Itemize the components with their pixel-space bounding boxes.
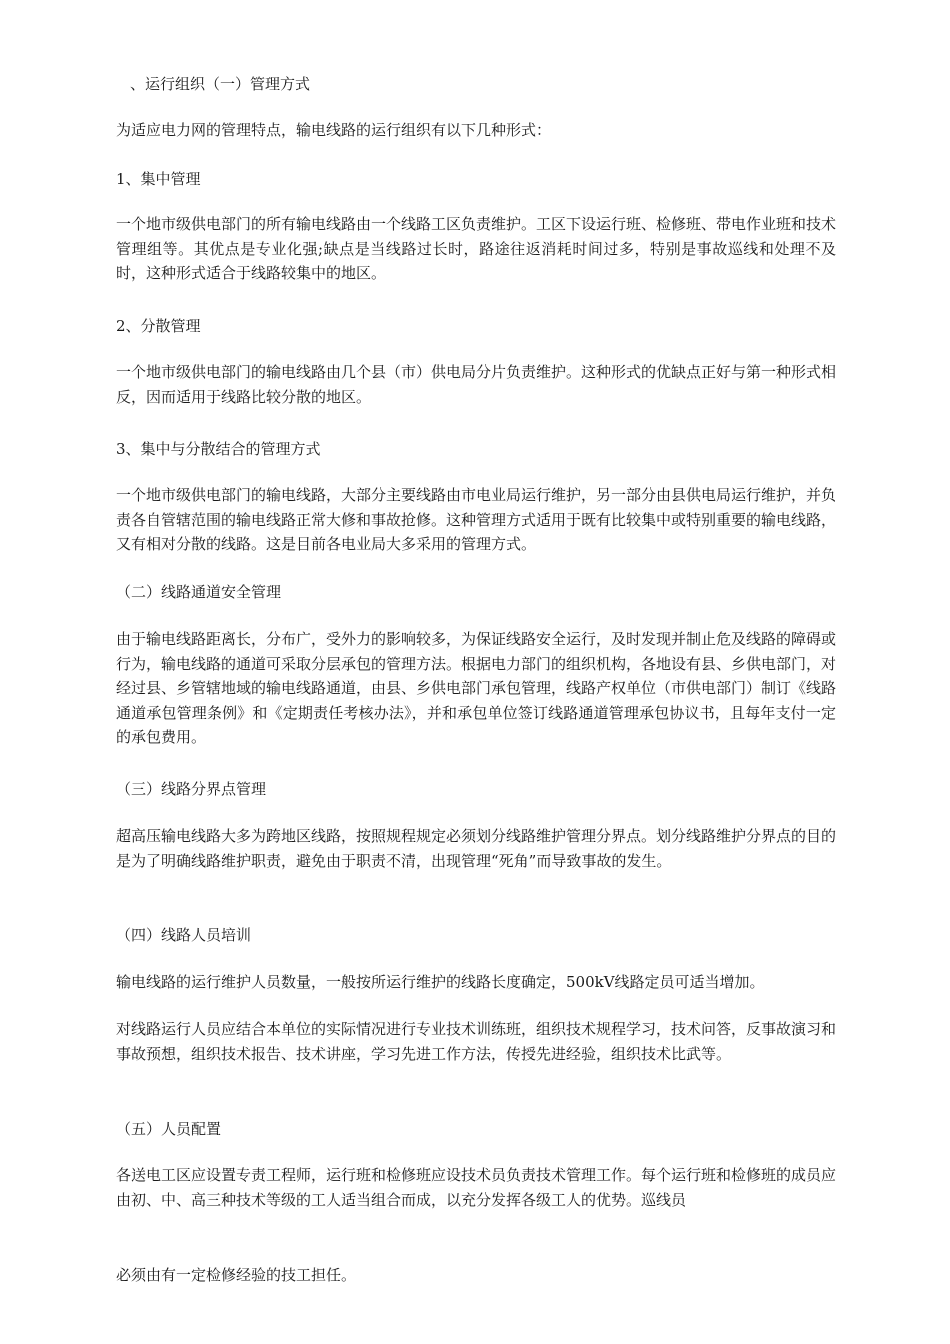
heading-decentralized: 2、分散管理 <box>116 317 201 335</box>
paragraph-corridor-safety: 由于输电线路距离长，分布广，受外力的影响较多，为保证线路安全运行，及时发现并制止危及线路的障碍或行为，输电线路的通道可采取分层承包的管理方法。根据电力部门的组织机构，各地设有县、乡供电部门，对经过县、乡管辖地域的输电线路通道，由县、乡供电部门承包管理，线路产权单位（市供电部门）制订《线路通道承包管理条例》和《定期责任考核办法》，并和承包单位签订线路通道管理承包协议书，且每年支付一定的承包费用。 <box>116 630 837 746</box>
paragraph-personnel: 各送电工区应设置专责工程师，运行班和检修班应设技术员负责技术管理工作。每个运行班和检修班的成员应由初、中、高三种技术等级的工人适当组合而成，以充分发挥各级工人的优势。巡线员 <box>116 1166 837 1209</box>
heading-combined: 3、集中与分散结合的管理方式 <box>116 440 321 458</box>
heading-training: （四）线路人员培训 <box>116 926 252 944</box>
heading-corridor-safety: （二）线路通道安全管理 <box>116 583 282 601</box>
paragraph-combined: 一个地市级供电部门的输电线路，大部分主要线路由市电业局运行维护，另一部分由县供电局运行维护，并负责各自管辖范围的输电线路正常大修和事故抢修。这种管理方式适用于既有比较集中或特别重要的输电线路，又有相对分散的线路。这是目前各电业局大多采用的管理方式。 <box>116 486 837 553</box>
paragraph-staffing-count: 输电线路的运行维护人员数量，一般按所运行维护的线路长度确定，500kV线路定员可适当增加。 <box>116 973 765 991</box>
intro-paragraph: 为适应电力网的管理特点，输电线路的运行组织有以下几种形式： <box>116 121 552 139</box>
heading-personnel: （五）人员配置 <box>116 1120 222 1138</box>
paragraph-centralized: 一个地市级供电部门的所有输电线路由一个线路工区负责维护。工区下设运行班、检修班、带电作业班和技术管理组等。其优点是专业化强;缺点是当线路过长时，路途往返消耗时间过多，特别是事故巡线和处理不及时，这种形式适合于线路较集中的地区。 <box>116 215 837 282</box>
paragraph-training: 对线路运行人员应结合本单位的实际情况进行专业技术训练班，组织技术规程学习，技术问答，反事故演习和事故预想，组织技术报告、技术讲座，学习先进工作方法，传授先进经验，组织技术比武等。 <box>116 1020 837 1063</box>
paragraph-patrol: 必须由有一定检修经验的技工担任。 <box>116 1266 357 1284</box>
paragraph-decentralized: 一个地市级供电部门的输电线路由几个县（市）供电局分片负责维护。这种形式的优缺点正好与第一种形式相反，因而适用于线路比较分散的地区。 <box>116 363 837 406</box>
section-title: 、运行组织（一）管理方式 <box>130 75 311 93</box>
paragraph-boundary: 超高压输电线路大多为跨地区线路，按照规程规定必须划分线路维护管理分界点。划分线路维护分界点的目的是为了明确线路维护职责，避免由于职责不清，出现管理“死角”而导致事故的发生。 <box>116 827 837 870</box>
heading-centralized: 1、集中管理 <box>116 170 201 188</box>
heading-boundary: （三）线路分界点管理 <box>116 780 267 798</box>
